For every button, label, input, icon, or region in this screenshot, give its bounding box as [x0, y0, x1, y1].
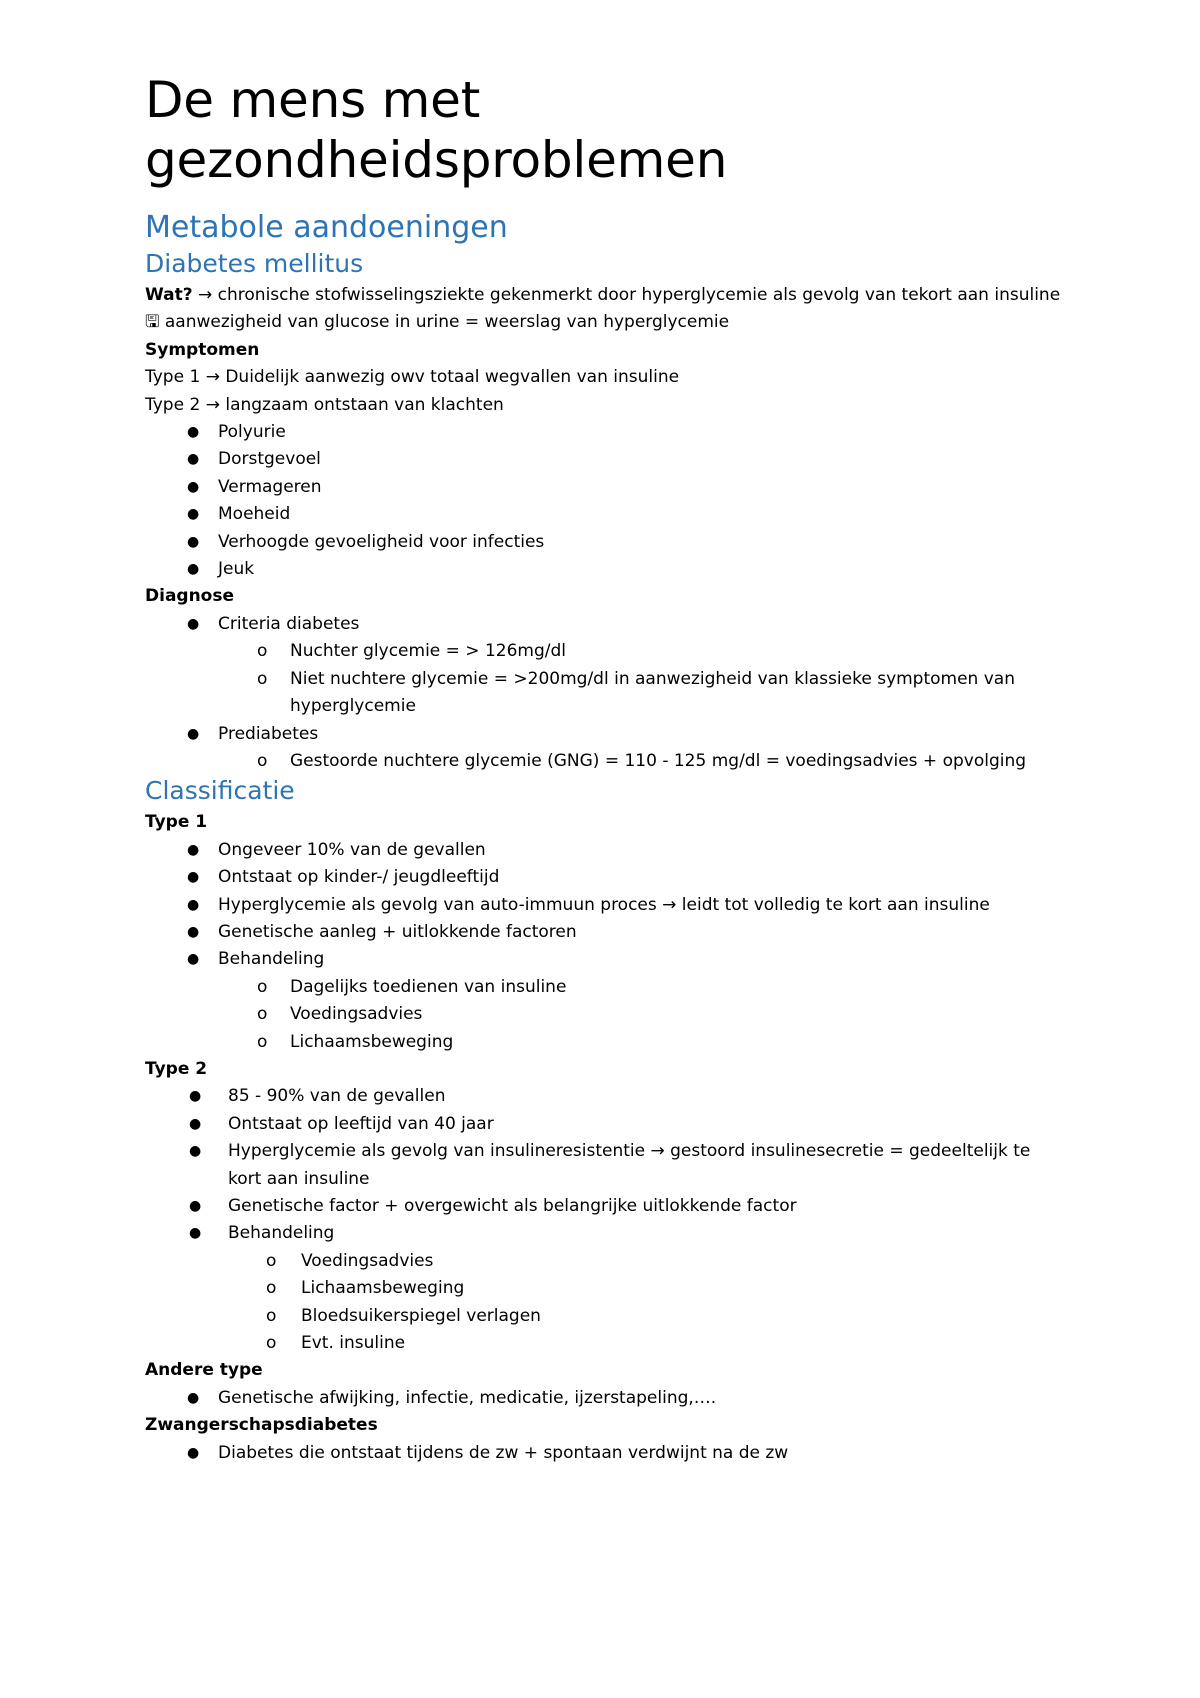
type2-prefix: Type 2	[145, 394, 201, 415]
list-item: o Evt. insuline	[145, 1330, 1065, 1357]
arrow-icon: →	[205, 367, 220, 388]
type1-label: Type 1	[145, 812, 208, 833]
definition-text: chronische stofwisselingsziekte gekenmerkt door hyperglycemie als gevolg van tekort aan insuline	[217, 285, 1061, 305]
list-item: ● Ongeveer 10% van de gevallen	[145, 837, 1065, 864]
list-item: o Lichaamsbeweging	[145, 1029, 1065, 1056]
symptomen-label: Symptomen	[145, 339, 260, 360]
bullet-icon: ●	[187, 869, 200, 886]
bullet-icon: ●	[189, 1088, 202, 1105]
subsection-heading-diabetes: Diabetes mellitus	[145, 249, 364, 278]
list-item: ● Vermageren	[145, 474, 1065, 501]
list-item: o Dagelijks toedienen van insuline	[145, 974, 1065, 1001]
bullet-icon: o	[257, 641, 268, 662]
bullet-icon: ●	[187, 841, 200, 858]
list-item: ● Hyperglycemie als gevolg van insulineresistentie → gestoord insulinesecretie = gedeeltelijk te kort aan insuline	[145, 1138, 1065, 1193]
document-page	[145, 70, 1065, 1467]
list-item: ● Prediabetes	[145, 721, 1065, 748]
section-heading: Metabole aandoeningen	[145, 210, 508, 245]
type1-list	[145, 837, 1065, 1056]
list-item: ● Criteria diabetes	[145, 611, 1065, 638]
list-item: ● Ontstaat op leeftijd van 40 jaar	[145, 1111, 1065, 1138]
type1-text: Duidelijk aanwezig owv totaal wegvallen van insuline	[225, 367, 680, 388]
bullet-icon: ●	[189, 1225, 202, 1242]
zwangerschapsdiabetes-label: Zwangerschapsdiabetes	[145, 1415, 378, 1436]
bullet-icon: ●	[187, 451, 200, 468]
bullet-icon: ●	[187, 615, 200, 632]
bullet-icon: ●	[187, 561, 200, 578]
zwangerschapsdiabetes-list	[145, 1440, 1065, 1467]
list-item: ● Genetische afwijking, infectie, medicatie, ijzerstapeling,….	[145, 1385, 1065, 1412]
note-icon: 🖫	[145, 312, 160, 333]
subsection-heading-classificatie: Classificatie	[145, 776, 295, 806]
bullet-icon: ●	[187, 1444, 200, 1461]
bullet-icon: ●	[189, 1198, 202, 1214]
type1-line	[145, 364, 1065, 391]
bullet-icon: o	[257, 1031, 268, 1052]
list-item: o Lichaamsbeweging	[145, 1275, 1065, 1302]
bullet-icon: o	[257, 976, 268, 997]
diagnose-list	[145, 611, 1065, 775]
note-line	[145, 309, 1065, 336]
bullet-icon: o	[257, 1004, 268, 1025]
list-item: ● Jeuk	[145, 556, 1065, 583]
bullet-icon: ●	[187, 506, 200, 523]
list-item: ● Polyurie	[145, 419, 1065, 446]
bullet-icon: ●	[187, 896, 200, 913]
list-item: o Voedingsadvies	[145, 1248, 1065, 1275]
andere-type-list	[145, 1385, 1065, 1412]
bullet-icon: ●	[187, 1389, 200, 1406]
list-item: ● Genetische factor + overgewicht als belangrijke uitlokkende factor	[145, 1193, 1065, 1220]
page-title: De mens met gezondheidsproblemen	[145, 71, 728, 189]
list-item: ● Moeheid	[145, 501, 1065, 528]
symptoms-list	[145, 419, 1065, 583]
list-item: ● Diabetes die ontstaat tijdens de zw + spontaan verdwijnt na de zw	[145, 1440, 1065, 1467]
list-item: o Bloedsuikerspiegel verlagen	[145, 1303, 1065, 1330]
list-item: o Voedingsadvies	[145, 1001, 1065, 1028]
bullet-icon: o	[257, 668, 268, 689]
type2-text: langzaam ontstaan van klachten	[225, 394, 504, 415]
bullet-icon: o	[266, 1333, 277, 1354]
bullet-icon: o	[257, 750, 268, 771]
note-text: aanwezigheid van glucose in urine = weerslag van hyperglycemie	[164, 312, 730, 333]
type2-label: Type 2	[145, 1058, 208, 1079]
list-item: o Nuchter glycemie = > 126mg/dl	[145, 638, 1065, 665]
bullet-icon: ●	[189, 1143, 202, 1160]
list-item: ● Genetische aanleg + uitlokkende factoren	[145, 919, 1065, 946]
bullet-icon: o	[266, 1305, 277, 1326]
definition-paragraph	[145, 282, 1065, 309]
list-item: ● 85 - 90% van de gevallen	[145, 1083, 1065, 1110]
list-item: o Gestoorde nuchtere glycemie (GNG) = 110 - 125 mg/dl = voedingsadvies + opvolging	[145, 748, 1065, 775]
bullet-icon: ●	[187, 533, 200, 550]
bullet-icon: ●	[187, 951, 200, 968]
bullet-icon: ●	[189, 1115, 202, 1132]
type1-prefix: Type 1	[145, 367, 201, 388]
bullet-icon: ●	[187, 424, 200, 441]
list-item: ● Verhoogde gevoeligheid voor infecties	[145, 529, 1065, 556]
list-item: o Niet nuchtere glycemie = >200mg/dl in aanwezigheid van klassieke symptomen van hyperglycemie	[145, 666, 1065, 721]
diagnose-label: Diagnose	[145, 586, 235, 607]
type2-line	[145, 392, 1065, 419]
list-item: ● Dorstgevoel	[145, 446, 1065, 473]
bullet-icon: o	[266, 1250, 277, 1271]
type2-list	[145, 1083, 1065, 1357]
bullet-icon: o	[266, 1278, 277, 1299]
wat-label: Wat?	[145, 285, 193, 305]
bullet-icon: ●	[187, 478, 200, 495]
bullet-icon: ●	[187, 923, 200, 940]
list-item: ● Hyperglycemie als gevolg van auto-immuun proces → leidt tot volledig te kort aan insuline	[145, 892, 1065, 919]
andere-type-label: Andere type	[145, 1360, 263, 1381]
arrow-icon: →	[198, 285, 213, 305]
list-item: ● Behandeling	[145, 1220, 1065, 1247]
list-item: ● Behandeling	[145, 946, 1065, 973]
arrow-icon: →	[205, 394, 220, 415]
bullet-icon: ●	[187, 725, 200, 742]
list-item: ● Ontstaat op kinder-/ jeugdleeftijd	[145, 864, 1065, 891]
